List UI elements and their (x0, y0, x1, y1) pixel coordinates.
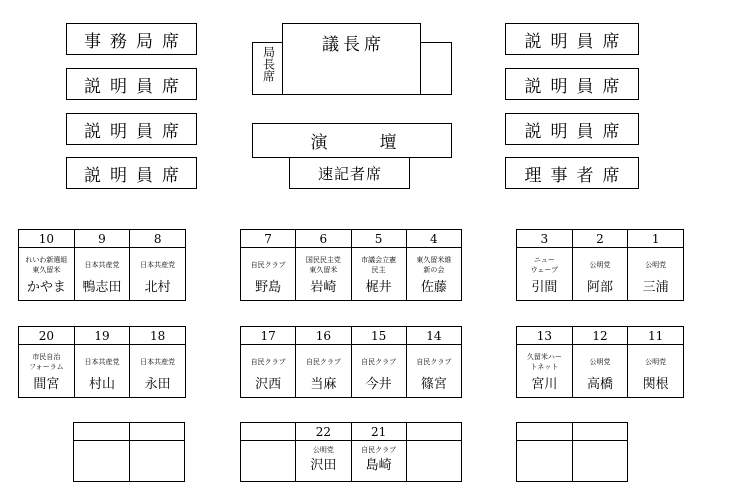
seat-number: 17 (241, 327, 296, 345)
seat-cell (241, 345, 296, 398)
seat-block-r3-right (516, 422, 628, 482)
seat-cell (241, 441, 296, 482)
vice-chair-seat (252, 42, 283, 95)
seat-name: 篠宮 (420, 377, 447, 392)
left-box-label: 説明員席 (84, 121, 188, 142)
seat-cell (19, 248, 75, 301)
seat-name: 高橋 (586, 377, 613, 392)
seat-name: 関根 (642, 377, 669, 392)
seat-party: 公明党 (645, 261, 667, 269)
chair-seat (282, 23, 421, 95)
seat-party: 自民クラブ (416, 358, 452, 366)
seat-name: 永田 (144, 377, 171, 392)
seat-party: 市議会立憲 民主 (361, 256, 397, 274)
seat-number: 6 (296, 230, 351, 248)
seat-number (406, 423, 461, 441)
vice-chair-label: 局長席 (261, 46, 276, 82)
seat-name: 引間 (531, 280, 558, 295)
seat-name: 鴨志田 (82, 280, 122, 295)
seat-number: 21 (351, 423, 406, 441)
seat-cell (572, 248, 628, 301)
seat-number: 5 (351, 230, 406, 248)
seat-cell (296, 441, 351, 482)
seat-cell (241, 248, 296, 301)
seat-number: 4 (406, 230, 461, 248)
seat-block-r2-left (18, 326, 186, 398)
seat-name: 当麻 (310, 377, 337, 392)
empty-seat (517, 441, 573, 482)
seat-name: 阿部 (586, 280, 613, 295)
seat-block-r1-center (240, 229, 462, 301)
seat-cell (296, 345, 351, 398)
empty-seat (572, 423, 628, 441)
seat-cell (628, 248, 684, 301)
seat-party: 日本共産党 (140, 358, 176, 366)
seat-party: 久留米ハー トネット (526, 353, 562, 371)
seat-name: 佐藤 (420, 280, 447, 295)
seat-name: 今井 (365, 377, 392, 392)
seat-block-r2-center (240, 326, 462, 398)
seat-number: 8 (130, 230, 186, 248)
left-box-1 (66, 68, 197, 100)
seat-number: 3 (517, 230, 573, 248)
seat-number: 13 (517, 327, 573, 345)
seat-party: 自民クラブ (250, 358, 286, 366)
seat-party: 公明党 (589, 358, 611, 366)
seat-name: 沢西 (255, 377, 282, 392)
stenographer-label: 速記者席 (317, 164, 382, 183)
seat-block-r1-right (516, 229, 684, 301)
seat-number: 18 (130, 327, 186, 345)
seat-number: 9 (74, 230, 130, 248)
empty-seat (129, 423, 185, 441)
right-box-2 (505, 113, 639, 145)
seat-cell (351, 441, 406, 482)
seat-number: 19 (74, 327, 130, 345)
seat-block-r3-center (240, 422, 462, 482)
seat-cell (628, 345, 684, 398)
chair-side-right (420, 42, 452, 95)
seat-cell (296, 248, 351, 301)
seat-party: 公明党 (589, 261, 611, 269)
seat-name: 野島 (255, 280, 282, 295)
stenographer-seat (289, 157, 410, 189)
seat-cell (130, 248, 186, 301)
seat-cell (130, 345, 186, 398)
seat-number: 12 (572, 327, 628, 345)
seat-party: 公明党 (312, 446, 334, 454)
podium-label: 演 壇 (310, 133, 403, 153)
seat-name: 宮川 (531, 377, 558, 392)
seat-party: 日本共産党 (140, 261, 176, 269)
empty-seat (517, 423, 573, 441)
left-box-label: 事務局席 (84, 31, 188, 52)
seat-cell (406, 248, 461, 301)
seat-cell (406, 345, 461, 398)
seat-cell (74, 248, 130, 301)
seat-name: 村山 (88, 377, 115, 392)
seat-cell (351, 248, 406, 301)
right-box-3 (505, 157, 639, 189)
seat-cell (19, 345, 75, 398)
seat-block-r1-left (18, 229, 186, 301)
seat-cell (517, 248, 573, 301)
left-box-2 (66, 113, 197, 145)
right-box-label: 理事者席 (524, 165, 629, 186)
seat-name: 島崎 (365, 458, 392, 473)
right-box-0 (505, 23, 639, 55)
empty-seat (74, 441, 130, 482)
seat-block-r2-right (516, 326, 684, 398)
empty-seat (129, 441, 185, 482)
seat-number: 14 (406, 327, 461, 345)
left-box-3 (66, 157, 197, 189)
seat-cell (74, 345, 130, 398)
seat-party: 市民自治 フォーラム (29, 353, 64, 371)
seat-number: 1 (628, 230, 684, 248)
left-box-label: 説明員席 (84, 165, 188, 186)
seat-party: 日本共産党 (84, 261, 120, 269)
seat-name: 岩崎 (310, 280, 337, 295)
seat-party: 自民クラブ (361, 446, 397, 454)
seat-name: 間宮 (33, 377, 60, 392)
seat-cell (517, 345, 573, 398)
seat-number: 10 (19, 230, 75, 248)
podium (252, 123, 452, 158)
seat-party: 自民クラブ (361, 358, 397, 366)
seat-number: 2 (572, 230, 628, 248)
right-box-label: 説明員席 (524, 31, 629, 52)
seat-name: 梶井 (365, 280, 392, 295)
seat-party: 自民クラブ (305, 358, 341, 366)
seat-cell (572, 345, 628, 398)
seat-party: れいわ新選組 東久留米 (25, 256, 68, 274)
seat-number: 15 (351, 327, 406, 345)
seat-party: 東久留米維 新の会 (416, 256, 452, 274)
seat-party: 国民民主党 東久留米 (305, 256, 341, 274)
seat-name: 沢田 (310, 458, 337, 473)
seat-name: 三浦 (642, 280, 669, 295)
seat-party: 公明党 (645, 358, 667, 366)
seat-name: かやま (26, 280, 66, 295)
empty-seat (74, 423, 130, 441)
seat-cell (406, 441, 461, 482)
seat-number (241, 423, 296, 441)
chair-label: 議長席 (322, 35, 385, 55)
empty-seat (572, 441, 628, 482)
seat-party: 自民クラブ (250, 261, 286, 269)
right-box-label: 説明員席 (524, 121, 629, 142)
seat-number: 11 (628, 327, 684, 345)
right-box-label: 説明員席 (524, 76, 629, 97)
seat-party: ニュー ウェーブ (530, 256, 559, 274)
seat-number: 16 (296, 327, 351, 345)
seat-name: 北村 (144, 280, 171, 295)
right-box-1 (505, 68, 639, 100)
seat-block-r3-left (73, 422, 185, 482)
seat-number: 7 (241, 230, 296, 248)
seat-number: 22 (296, 423, 351, 441)
left-box-label: 説明員席 (84, 76, 188, 97)
seat-party: 日本共産党 (84, 358, 120, 366)
seat-cell (351, 345, 406, 398)
seat-number: 20 (19, 327, 75, 345)
left-box-0 (66, 23, 197, 55)
